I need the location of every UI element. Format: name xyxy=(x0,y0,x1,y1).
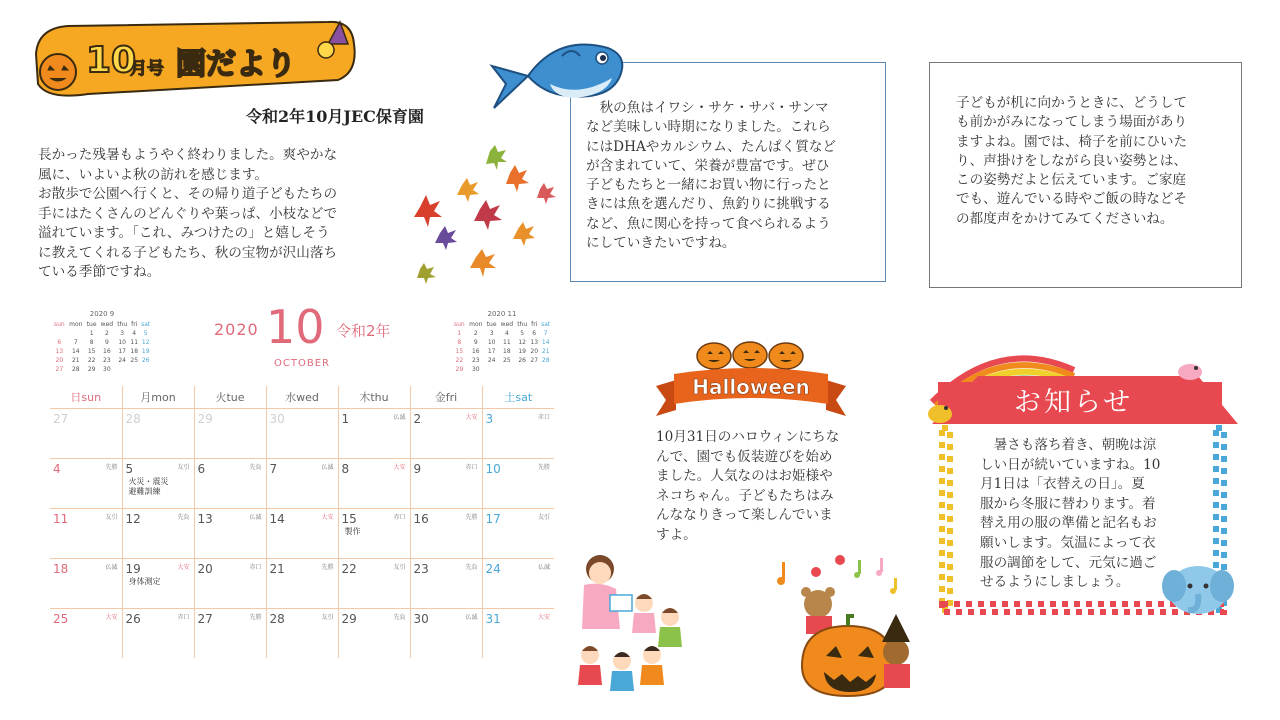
text-line: 溢れています。「これ、みつけたの」と嬉しそう xyxy=(38,225,330,241)
mini-day: 28 xyxy=(71,366,80,373)
mini-day: 14 xyxy=(541,339,550,346)
calendar-day-cell xyxy=(338,609,410,659)
text-line: ている季節ですね。 xyxy=(38,264,161,280)
calendar-day-cell xyxy=(50,409,122,459)
mini-day: 1 xyxy=(89,330,94,337)
day-number: 18 xyxy=(53,562,69,576)
day-number: 6 xyxy=(197,462,206,476)
mini-day: 24 xyxy=(487,357,496,364)
day-number: 14 xyxy=(269,512,285,526)
calendar-day-cell xyxy=(338,409,410,459)
fish-article-text xyxy=(586,99,878,253)
calendar-day-cell xyxy=(194,459,266,509)
mini-day: 25 xyxy=(503,357,511,364)
calendar-week-row xyxy=(50,559,554,609)
mini-day xyxy=(139,365,152,374)
autumn-leaves-illustration xyxy=(400,145,570,290)
day-number: 26 xyxy=(125,612,141,626)
mini-day: 5 xyxy=(143,330,148,337)
text-line: の都度声をかけてみてくださいね。 xyxy=(956,210,1174,227)
day-number: 8 xyxy=(341,462,350,476)
calendar-day-cell xyxy=(50,509,122,559)
day-number: 11 xyxy=(53,512,69,526)
calendar-day-cell xyxy=(266,459,338,509)
halloween-article-text xyxy=(656,428,870,546)
mini-calendar-title: 2020 9 xyxy=(89,310,115,318)
calendar-day-cell xyxy=(338,509,410,559)
mini-day: 25 xyxy=(130,357,139,364)
text-line: にしていきたいですね。 xyxy=(586,235,736,252)
weekday-header: 金fri xyxy=(410,386,482,409)
day-number: 30 xyxy=(269,412,285,426)
mini-day: 30 xyxy=(471,366,480,373)
calendar-month-english: OCTOBER xyxy=(274,358,330,369)
mini-day: 3 xyxy=(120,330,125,337)
calendar-event: 火災・震災 避難訓練 xyxy=(128,477,169,496)
rokuyo-label: 先負 xyxy=(177,514,190,521)
halloween-banner xyxy=(654,340,848,424)
mini-weekday: wed xyxy=(100,321,114,328)
rokuyo-label: 赤口 xyxy=(393,514,406,521)
mini-day xyxy=(515,365,529,374)
day-number: 27 xyxy=(53,412,69,426)
calendar-day-cell xyxy=(482,409,554,459)
day-number: 13 xyxy=(197,512,213,526)
day-number: 29 xyxy=(341,612,357,626)
mini-day: 28 xyxy=(541,357,550,364)
mini-day: 14 xyxy=(71,348,80,355)
calendar-day-cell xyxy=(194,409,266,459)
mini-weekday: fri xyxy=(531,321,538,328)
text-line: んななりきって楽しんでいま xyxy=(656,507,833,524)
calendar-day-cell xyxy=(482,559,554,609)
mini-day: 13 xyxy=(55,348,64,355)
text-line: きには魚を選んだり、魚釣りに挑戦する xyxy=(586,196,831,213)
mini-day: 18 xyxy=(503,348,511,355)
calendar-week-row xyxy=(50,409,554,459)
calendar-day-cell xyxy=(50,459,122,509)
mini-day xyxy=(539,365,552,374)
calendar-day-cell xyxy=(122,459,194,509)
mini-day: 29 xyxy=(87,366,96,373)
children-reading-illustration xyxy=(570,545,690,695)
calendar-day-cell xyxy=(410,459,482,509)
mini-day xyxy=(529,365,539,374)
mini-day: 24 xyxy=(118,357,126,364)
text-line: 替え用の服の準備と記名もお xyxy=(980,515,1157,532)
calendar-day-cell xyxy=(410,409,482,459)
mini-day: 21 xyxy=(541,348,550,355)
day-number: 30 xyxy=(413,612,429,626)
mini-day: 9 xyxy=(104,339,109,346)
rokuyo-label: 大安 xyxy=(321,514,334,521)
text-line: 暑さも落ち着き、朝晩は涼 xyxy=(980,437,1157,453)
text-line: 願いします。気温によって衣 xyxy=(980,534,1156,551)
mini-day: 13 xyxy=(530,339,539,346)
text-line: でも、遊んでいる時やご飯の時などそ xyxy=(956,191,1188,208)
text-line: せるようにしましょう。 xyxy=(980,574,1130,591)
mini-day xyxy=(52,329,67,338)
day-number: 23 xyxy=(413,562,429,576)
rokuyo-label: 友引 xyxy=(105,514,118,521)
calendar-day-cell xyxy=(338,459,410,509)
day-number: 1 xyxy=(341,412,350,426)
mini-weekday: fri xyxy=(131,321,138,328)
mini-day: 19 xyxy=(518,348,526,355)
calendar-day-cell xyxy=(482,459,554,509)
mini-day: 11 xyxy=(503,339,511,346)
text-line: しい日が続いていますね。10 xyxy=(980,456,1161,473)
mini-day: 22 xyxy=(455,357,464,364)
mini-calendar-september xyxy=(52,310,152,374)
mini-day: 12 xyxy=(518,339,526,346)
mini-weekday: sat xyxy=(541,321,551,328)
calendar-event: 製作 xyxy=(344,527,361,536)
day-number: 2 xyxy=(413,412,422,426)
rokuyo-label: 大安 xyxy=(105,614,118,621)
day-number: 29 xyxy=(197,412,213,426)
weekday-header: 月mon xyxy=(122,386,194,409)
mini-day: 26 xyxy=(518,357,526,364)
mini-day: 2 xyxy=(473,330,478,337)
rokuyo-label: 先勝 xyxy=(105,464,118,471)
rokuyo-label: 仏滅 xyxy=(465,614,478,621)
mini-day: 11 xyxy=(130,339,139,346)
mini-day xyxy=(129,365,139,374)
mini-day: 6 xyxy=(532,330,537,337)
mini-day: 2 xyxy=(104,330,109,337)
title-suffix: 月号 xyxy=(130,59,164,79)
weekday-header: 日sun xyxy=(50,386,122,409)
day-number: 28 xyxy=(125,412,141,426)
text-line: に教えてくれる子どもたち、秋の宝物が沢山落ち xyxy=(38,244,338,261)
calendar-day-cell xyxy=(410,559,482,609)
day-number: 22 xyxy=(341,562,357,576)
mini-day xyxy=(67,329,85,338)
calendar-day-cell xyxy=(122,559,194,609)
day-number: 19 xyxy=(125,562,141,576)
rokuyo-label: 先勝 xyxy=(537,464,550,471)
day-number: 21 xyxy=(269,562,285,576)
rokuyo-label: 大安 xyxy=(177,564,190,571)
text-line: 服から冬服に替わります。着 xyxy=(980,495,1156,512)
calendar-week-row xyxy=(50,459,554,509)
day-number: 7 xyxy=(269,462,278,476)
mini-weekday: tue xyxy=(86,321,97,328)
mini-weekday: mon xyxy=(69,321,83,328)
mini-day: 29 xyxy=(455,366,464,373)
mini-day: 10 xyxy=(118,339,126,346)
calendar-day-cell xyxy=(122,609,194,659)
calendar-event: 身体測定 xyxy=(128,577,161,586)
day-number: 4 xyxy=(53,462,61,476)
mini-day: 6 xyxy=(57,339,62,346)
text-line: 風に、いよいよ秋の訪れを感じます。 xyxy=(38,166,269,183)
mini-day: 10 xyxy=(487,339,496,346)
mini-day: 26 xyxy=(141,357,150,364)
rokuyo-label: 大安 xyxy=(465,414,478,421)
calendar-day-cell xyxy=(122,409,194,459)
mini-day: 3 xyxy=(489,330,494,337)
mini-day: 18 xyxy=(130,348,139,355)
weekday-header: 木thu xyxy=(338,386,410,409)
rokuyo-label: 友引 xyxy=(537,514,550,521)
day-number: 20 xyxy=(197,562,213,576)
text-line: ました。人気なのはお姫様や xyxy=(656,468,833,485)
mini-day: 15 xyxy=(87,348,96,355)
pumpkin-icon xyxy=(697,342,803,369)
mini-weekday: sat xyxy=(141,321,151,328)
day-number: 16 xyxy=(413,512,429,526)
maple-leaf-icon xyxy=(414,195,442,227)
rokuyo-label: 赤口 xyxy=(177,614,190,621)
calendar-day-cell xyxy=(410,609,482,659)
mini-day: 5 xyxy=(520,330,525,337)
mini-day: 30 xyxy=(103,366,111,373)
text-line: にはDHAやカルシウム、たんぱく質など xyxy=(586,138,837,155)
text-line: ますよね。園では、椅子を前にひいた xyxy=(956,133,1188,150)
mini-day: 9 xyxy=(473,339,478,346)
rokuyo-label: 仏滅 xyxy=(321,464,334,471)
mini-day: 20 xyxy=(55,357,64,364)
text-line: この姿勢だよと伝えています。ご家庭 xyxy=(956,172,1187,189)
mini-day xyxy=(485,365,498,374)
mini-day: 22 xyxy=(87,357,96,364)
mini-calendar-title: 2020 11 xyxy=(487,310,517,318)
day-number: 25 xyxy=(53,612,69,626)
rokuyo-label: 仏滅 xyxy=(537,564,550,571)
calendar-week-row xyxy=(50,509,554,559)
day-number: 9 xyxy=(413,462,422,476)
mini-day: 20 xyxy=(530,348,539,355)
rokuyo-label: 先勝 xyxy=(465,514,478,521)
calendar-day-cell xyxy=(266,409,338,459)
text-line: も前かがみになってしまう場面があり xyxy=(956,114,1188,131)
text-line: り、声掛けをしながら良い姿勢とは、 xyxy=(956,152,1188,169)
text-line: 手にはたくさんのどんぐりや葉っぱ、小枝などで xyxy=(38,205,338,222)
calendar-day-cell xyxy=(266,609,338,659)
calendar-day-cell xyxy=(338,559,410,609)
text-line: が含まれていて、栄養が豊富です。ぜひ xyxy=(586,157,830,174)
pumpkin-icon xyxy=(40,54,76,90)
day-number: 12 xyxy=(125,512,141,526)
mini-day: 23 xyxy=(103,357,111,364)
mini-day: 12 xyxy=(141,339,150,346)
notice-text xyxy=(980,436,1192,593)
mini-calendar-november xyxy=(452,310,552,374)
calendar-era: 令和2年 xyxy=(336,322,391,340)
text-line: 子どもたちと一緒にお買い物に行ったと xyxy=(586,177,831,194)
day-number: 10 xyxy=(485,462,501,476)
day-number: 27 xyxy=(197,612,213,626)
rokuyo-label: 友引 xyxy=(393,564,406,571)
mini-day: 15 xyxy=(455,348,464,355)
calendar-day-cell xyxy=(410,509,482,559)
mini-day: 27 xyxy=(55,366,64,373)
mini-weekday: mon xyxy=(469,321,483,328)
text-line: 10月31日のハロウィンにちな xyxy=(656,429,840,445)
weekday-header: 水wed xyxy=(266,386,338,409)
text-line: んで、園でも仮装遊びを始め xyxy=(656,448,833,465)
calendar-day-cell xyxy=(50,609,122,659)
day-number: 24 xyxy=(485,562,501,576)
mini-day: 4 xyxy=(504,330,509,337)
rokuyo-label: 大安 xyxy=(393,464,406,471)
mini-day: 8 xyxy=(89,339,94,346)
text-line: 長かった残暑もようやく終わりました。爽やかな xyxy=(38,147,338,163)
calendar-year: 2020 xyxy=(214,320,259,339)
mini-day xyxy=(115,365,129,374)
calendar-day-cell xyxy=(266,509,338,559)
newsletter-title-banner xyxy=(28,14,358,100)
rokuyo-label: 赤口 xyxy=(465,464,478,471)
day-number: 5 xyxy=(125,462,134,476)
rokuyo-label: 仏滅 xyxy=(105,564,118,571)
mini-day: 17 xyxy=(487,348,496,355)
calendar-day-cell xyxy=(194,609,266,659)
weekday-header: 火tue xyxy=(194,386,266,409)
mini-day: 4 xyxy=(132,330,137,337)
rokuyo-label: 仏滅 xyxy=(393,414,406,421)
calendar-week-row xyxy=(50,609,554,659)
day-number: 3 xyxy=(485,412,494,426)
mini-day: 19 xyxy=(141,348,150,355)
mini-day: 21 xyxy=(71,357,80,364)
mini-day: 7 xyxy=(543,330,548,337)
rokuyo-label: 仏滅 xyxy=(249,514,262,521)
text-line: お散歩で公園へ行くと、その帰り道子どもたちの xyxy=(38,186,338,202)
rokuyo-label: 友引 xyxy=(177,464,190,471)
rokuyo-label: 赤口 xyxy=(249,564,262,571)
mini-day: 23 xyxy=(471,357,480,364)
mini-day: 8 xyxy=(457,339,462,346)
calendar-day-cell xyxy=(482,509,554,559)
notice-title: お知らせ xyxy=(1014,387,1134,418)
organization-name: 令和2年10月JEC保育園 xyxy=(246,107,424,126)
rokuyo-label: 先負 xyxy=(249,464,262,471)
day-number: 28 xyxy=(269,612,285,626)
calendar-month-number: 10 xyxy=(266,300,325,354)
text-line: すよ。 xyxy=(656,526,697,543)
mini-weekday: sun xyxy=(53,321,65,328)
text-line: など美味しい時期になりました。これら xyxy=(586,119,831,136)
rokuyo-label: 先勝 xyxy=(321,564,334,571)
calendar-day-cell xyxy=(50,559,122,609)
mini-day: 27 xyxy=(530,357,539,364)
calendar-day-cell xyxy=(194,559,266,609)
bears-pumpkin-illustration xyxy=(772,550,922,700)
calendar-grid xyxy=(50,386,554,656)
rokuyo-label: 先勝 xyxy=(249,614,262,621)
text-line: ネコちゃん。子どもたちはみ xyxy=(656,487,834,504)
mini-day: 1 xyxy=(457,330,462,337)
text-line: 服の調節をして、元気に過ご xyxy=(980,554,1157,571)
mini-day xyxy=(498,365,515,374)
text-line: 秋の魚はイワシ・サケ・サバ・サンマ xyxy=(586,100,829,116)
rokuyo-label: 大安 xyxy=(537,614,550,621)
mini-day: 16 xyxy=(103,348,111,355)
posture-article-text xyxy=(956,94,1226,229)
day-number: 31 xyxy=(485,612,501,626)
day-number: 17 xyxy=(485,512,501,526)
title-month-number: 10 xyxy=(86,40,137,81)
calendar-day-cell xyxy=(194,509,266,559)
mini-weekday: wed xyxy=(500,321,514,328)
rokuyo-label: 先負 xyxy=(465,564,478,571)
title-main: 園だより xyxy=(176,47,296,82)
mini-day: 7 xyxy=(73,339,78,346)
rokuyo-label: 先負 xyxy=(393,614,406,621)
mini-weekday: tue xyxy=(486,321,497,328)
rokuyo-label: 友引 xyxy=(321,614,334,621)
intro-paragraph xyxy=(38,146,398,283)
text-line: など、魚に関心を持って食べられるよう xyxy=(586,215,831,232)
rokuyo-label: 赤口 xyxy=(537,414,550,421)
weekday-header: 土sat xyxy=(504,391,533,404)
mini-weekday: thu xyxy=(517,321,528,328)
mini-weekday: thu xyxy=(117,321,128,328)
calendar-day-cell xyxy=(122,509,194,559)
calendar-day-cell xyxy=(266,559,338,609)
mini-weekday: sun xyxy=(453,321,465,328)
text-line: 月1日は「衣替えの日」。夏 xyxy=(980,476,1145,493)
mini-day: 16 xyxy=(471,348,480,355)
mini-day: 17 xyxy=(118,348,126,355)
text-line: 子どもが机に向かうときに、どうして xyxy=(956,95,1188,111)
halloween-banner-label: Halloween xyxy=(692,375,810,399)
day-number: 15 xyxy=(341,512,357,526)
calendar-day-cell xyxy=(482,609,554,659)
